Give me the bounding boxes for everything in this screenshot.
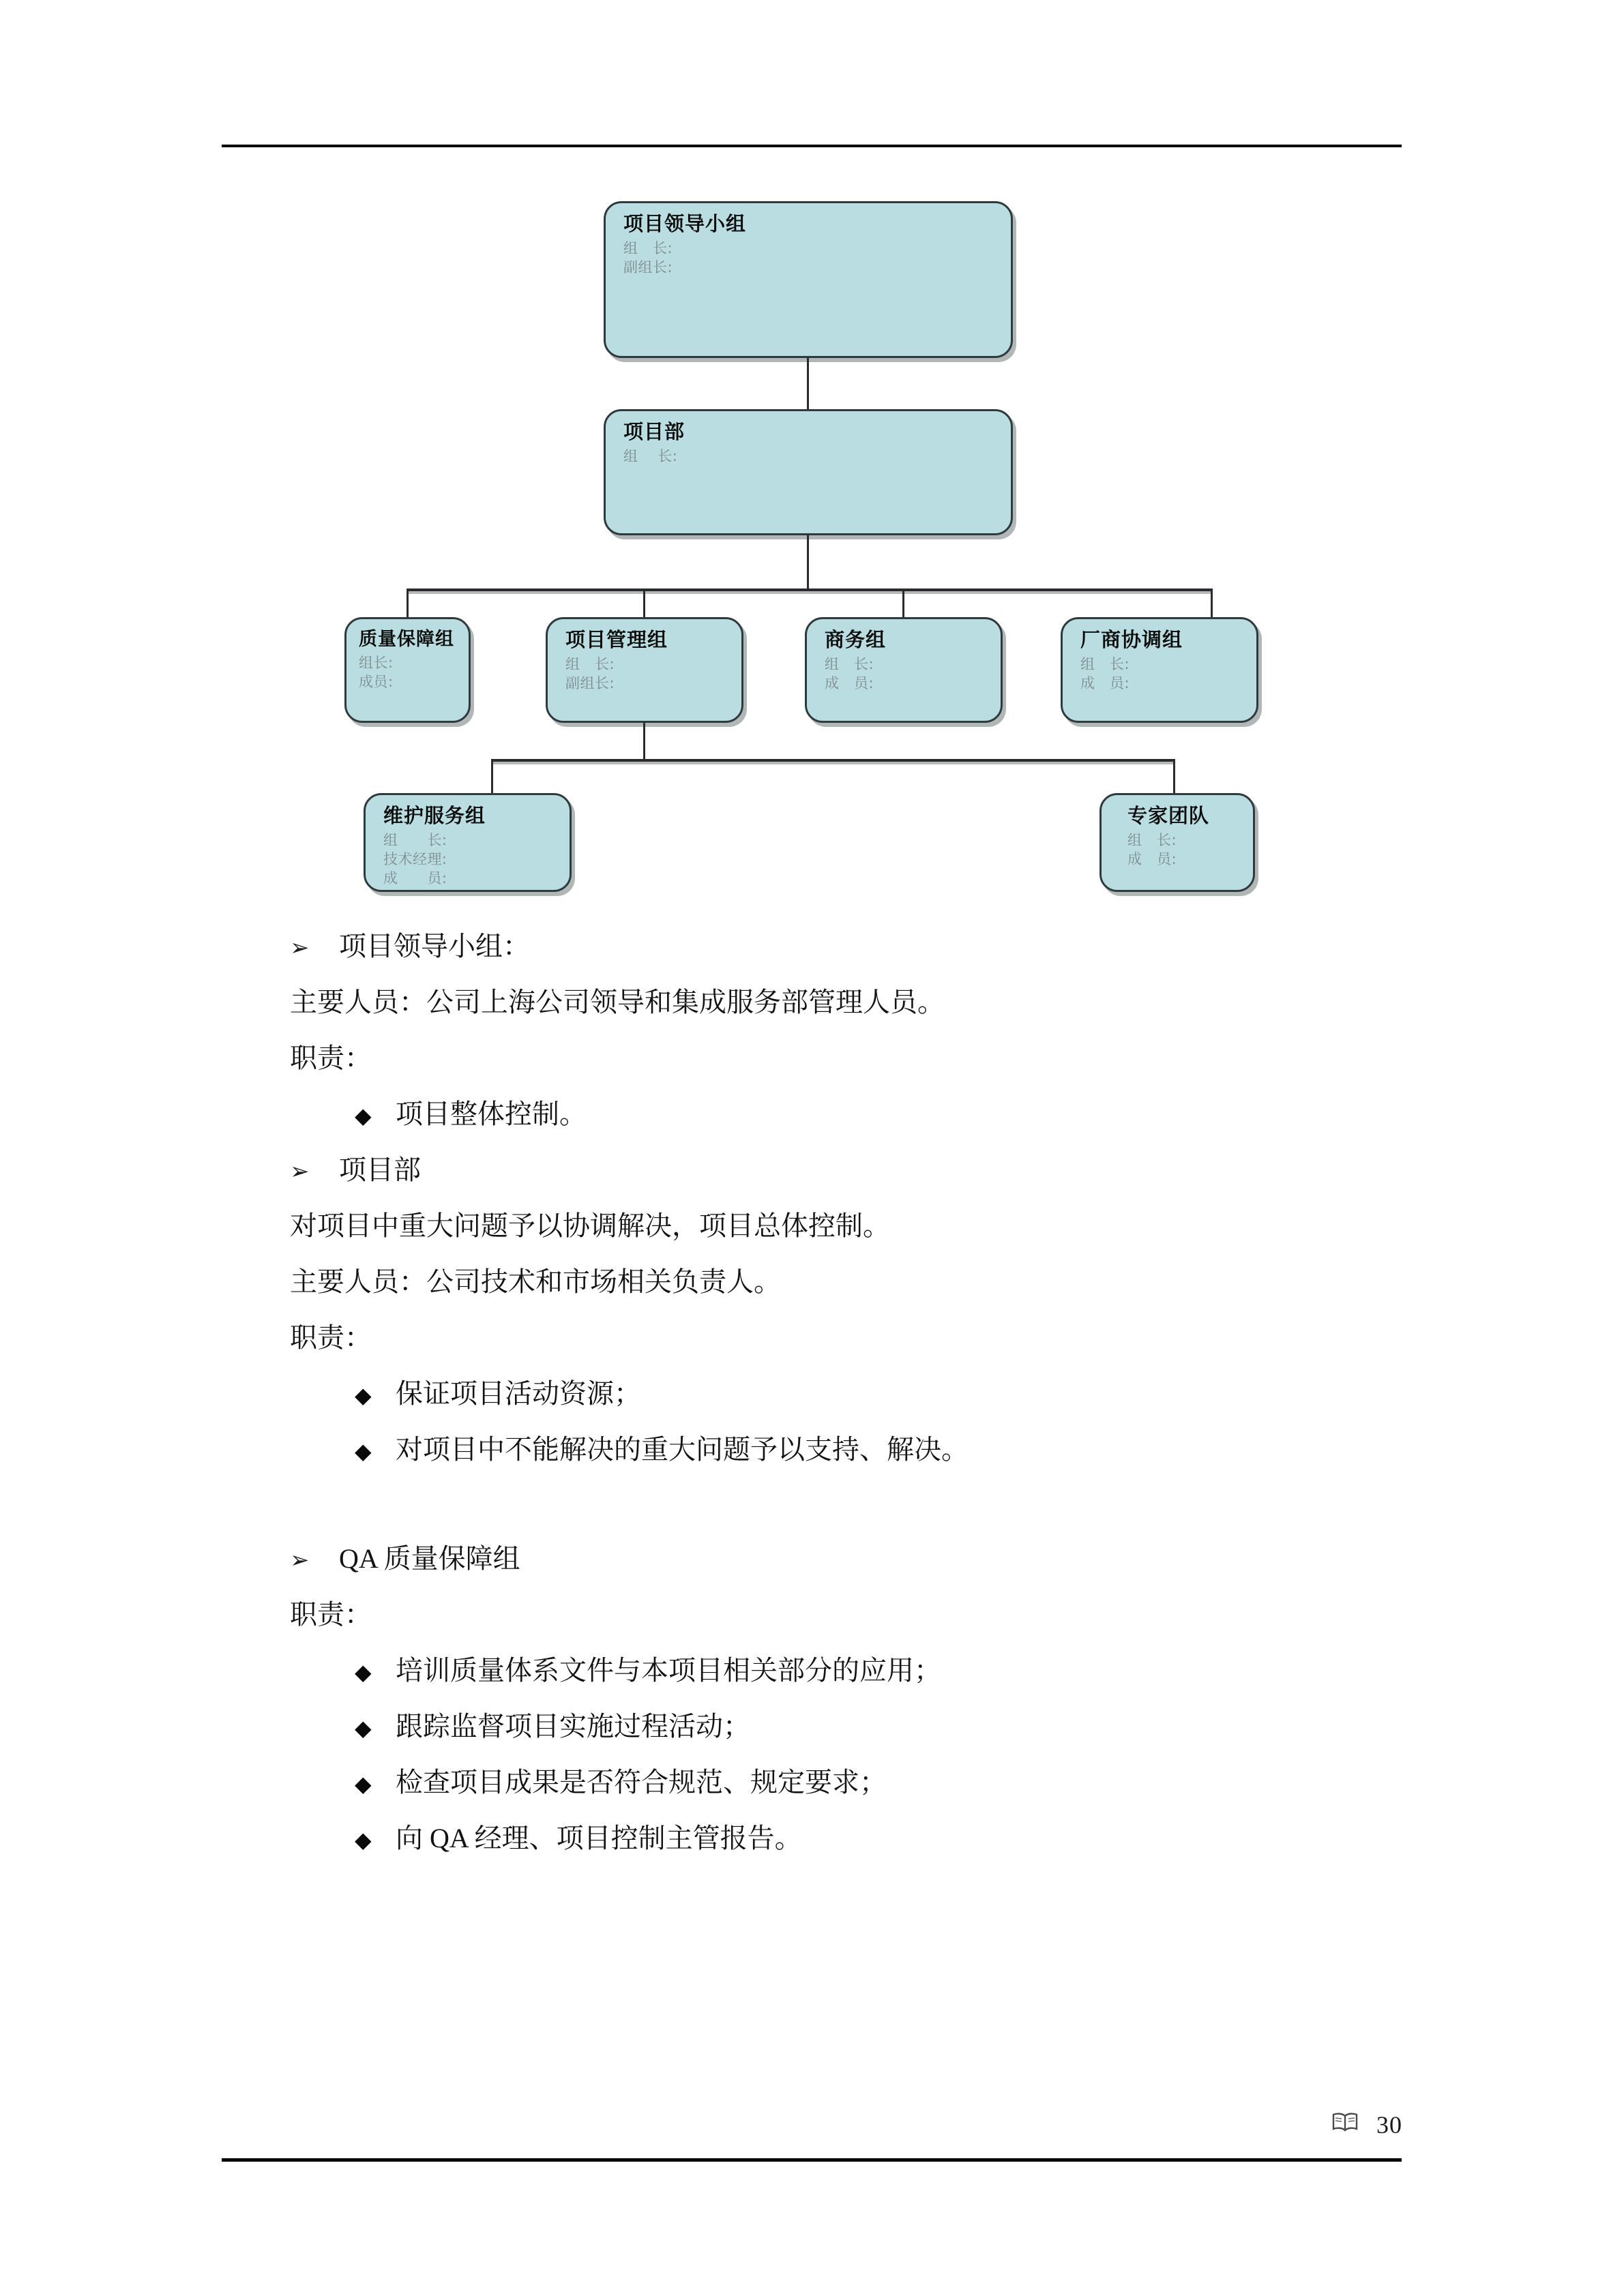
org-node-field: 组 长: <box>1127 832 1177 849</box>
diamond-bullet-icon: ◆ <box>355 1715 372 1741</box>
list-item-level2 <box>355 1769 1624 1796</box>
list-item-level2 <box>355 1657 1624 1684</box>
org-node-fields <box>825 655 1001 693</box>
page-number: 30 <box>1376 2111 1402 2138</box>
org-node-field: 技术经理: <box>383 851 447 868</box>
org-node-field: 组长: <box>359 655 394 672</box>
paragraph <box>290 1212 1624 1240</box>
org-node-fields <box>1127 831 1253 869</box>
arrow-bullet-icon: ➢ <box>290 1547 310 1574</box>
org-node-title: 厂商协调组 <box>1080 628 1183 651</box>
org-node-field: 组 长: <box>825 656 874 673</box>
connector-branch-vendor <box>1211 588 1213 620</box>
org-node-field: 成 员: <box>825 675 874 692</box>
org-node-field: 组 长: <box>623 240 673 257</box>
connector-row4-bus <box>491 759 1175 762</box>
body-content <box>0 914 1624 1852</box>
org-node-field: 组 长: <box>383 832 447 849</box>
paragraph-text: 职责： <box>290 1043 372 1073</box>
open-book-icon <box>1331 2112 1359 2138</box>
org-node-leadership[interactable] <box>604 201 1013 358</box>
list-item-label: QA 质量保障组 <box>339 1543 520 1574</box>
connector-branch-qa <box>407 588 409 620</box>
diamond-bullet-icon: ◆ <box>355 1827 372 1853</box>
org-node-fields <box>1080 655 1256 693</box>
list-item-label: 项目部 <box>339 1154 421 1185</box>
list-item-level2 <box>355 1825 1624 1852</box>
connector-branch-maintenance <box>491 759 493 794</box>
org-node-fields <box>383 831 570 888</box>
list-item-label: 培训质量体系文件与本项目相关部分的应用； <box>396 1655 941 1686</box>
org-node-title: 项目管理组 <box>565 628 668 651</box>
footer-rule <box>222 2158 1402 2162</box>
connector-leadership-to-project-dept <box>807 358 809 409</box>
list-item-label: 跟踪监督项目实施过程活动； <box>396 1711 750 1742</box>
org-node-title: 专家团队 <box>1127 804 1210 827</box>
org-node-field: 成 员: <box>1080 675 1130 692</box>
paragraph-text: 主要人员：公司上海公司领导和集成服务部管理人员。 <box>290 987 945 1017</box>
paragraph <box>290 1601 1624 1628</box>
org-node-business-group[interactable] <box>805 617 1003 723</box>
org-node-vendor-group[interactable] <box>1061 617 1258 723</box>
org-node-title: 商务组 <box>825 628 887 651</box>
arrow-bullet-icon: ➢ <box>290 934 310 961</box>
paragraph <box>290 989 1624 1016</box>
connector-branch-business <box>902 588 904 620</box>
org-node-field: 副组长: <box>565 675 615 692</box>
list-item-label: 对项目中不能解决的重大问题予以支持、解决。 <box>396 1434 969 1465</box>
diamond-bullet-icon: ◆ <box>355 1103 372 1129</box>
diamond-bullet-icon: ◆ <box>355 1771 372 1797</box>
org-node-field: 组 长: <box>623 448 678 465</box>
paragraph-spacer <box>290 1492 1624 1519</box>
org-node-fields <box>359 654 469 691</box>
org-node-field: 组 长: <box>1080 656 1130 673</box>
org-node-field: 成 员: <box>383 869 447 886</box>
arrow-bullet-icon: ➢ <box>290 1158 310 1185</box>
list-item-level1 <box>290 1545 1624 1572</box>
list-item-label: 保证项目活动资源； <box>396 1378 641 1409</box>
diamond-bullet-icon: ◆ <box>355 1659 372 1685</box>
paragraph-text: 对项目中重大问题予以协调解决，项目总体控制。 <box>290 1210 890 1241</box>
org-node-expert-team[interactable] <box>1099 793 1255 892</box>
org-node-field: 成 员: <box>1127 851 1177 868</box>
list-item-label: 项目整体控制。 <box>396 1099 587 1129</box>
org-node-fields <box>623 447 1011 466</box>
list-item-level2 <box>355 1436 1624 1463</box>
org-node-fields <box>623 239 1011 277</box>
paragraph-text: 主要人员：公司技术和市场相关负责人。 <box>290 1266 781 1297</box>
org-node-field: 副组长: <box>623 259 673 276</box>
list-item-label: 项目领导小组： <box>339 931 530 961</box>
list-item-label: 检查项目成果是否符合规范、规定要求； <box>396 1767 887 1798</box>
connector-branch-expert <box>1173 759 1175 794</box>
diamond-bullet-icon: ◆ <box>355 1438 372 1464</box>
list-item-level1 <box>290 1154 1624 1185</box>
org-node-title: 维护服务组 <box>383 804 486 827</box>
list-item-level2 <box>355 1380 1624 1407</box>
paragraph-text: 职责： <box>290 1599 372 1630</box>
org-node-field: 成员: <box>359 673 394 690</box>
org-node-title: 质量保障组 <box>359 629 454 650</box>
connector-pm-group-drop <box>643 723 645 760</box>
list-item-level2 <box>355 1713 1624 1740</box>
paragraph-text: 职责： <box>290 1322 372 1353</box>
connector-row3-bus <box>407 588 1213 591</box>
org-node-title: 项目领导小组 <box>623 212 747 235</box>
org-node-qa-group[interactable] <box>344 617 471 723</box>
list-item-label: 向 QA 经理、项目控制主管报告。 <box>396 1823 802 1853</box>
org-node-maintenance-group[interactable] <box>364 793 572 892</box>
paragraph <box>290 1268 1624 1296</box>
list-item-level1 <box>290 933 1624 960</box>
connector-branch-pm <box>643 588 645 620</box>
list-item-level2 <box>355 1101 1624 1128</box>
connector-project-dept-drop <box>807 535 809 590</box>
page-footer <box>1331 2111 1402 2139</box>
paragraph <box>290 1045 1624 1072</box>
org-node-title: 项目部 <box>623 420 685 443</box>
org-node-fields <box>565 655 741 693</box>
org-chart <box>0 0 1624 907</box>
diamond-bullet-icon: ◆ <box>355 1382 372 1408</box>
paragraph <box>290 1324 1624 1352</box>
org-node-pm-group[interactable] <box>546 617 743 723</box>
org-node-field: 组 长: <box>565 656 615 673</box>
org-node-project-dept[interactable] <box>604 409 1013 535</box>
